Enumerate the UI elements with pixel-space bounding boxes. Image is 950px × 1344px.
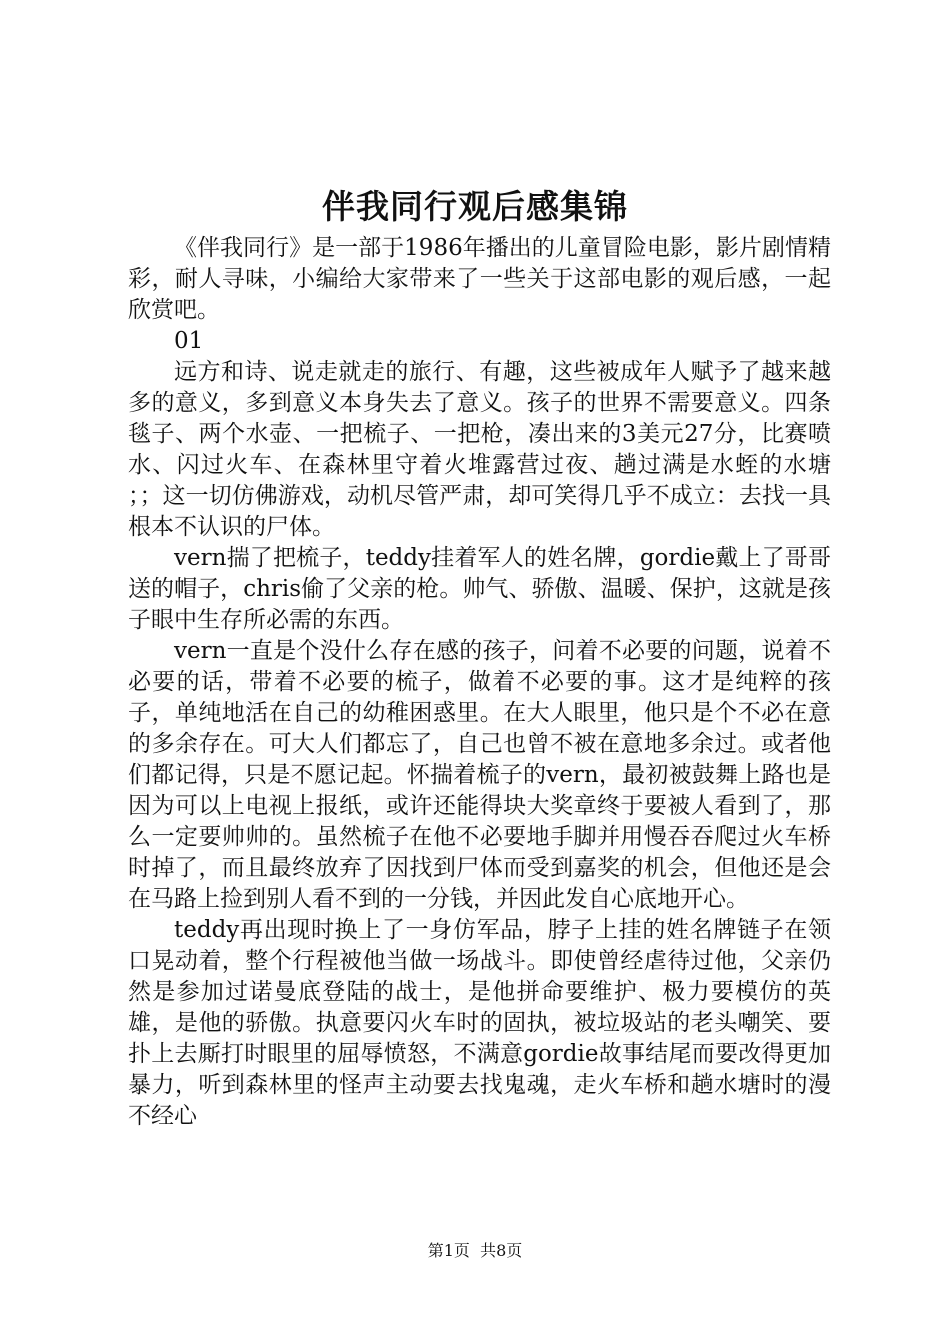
document-title: 伴我同行观后感集锦 xyxy=(322,187,628,226)
section-number: 01 xyxy=(174,328,204,354)
body-paragraph: 远方和诗、说走就走的旅行、有趣，这些被成年人赋予了越来越多的意义，多到意义本身失去了意义。孩子的世界不需要意义。四条毯子、两个水壶、一把梳子、一把枪，凑出来的3美元27分，比赛喷水、闪过火车、在森林里守着火堆露营过夜、趟过满是水蛭的水塘 ；；这一切仿佛游戏，动机尽管严肃，却可笑得几乎不成立：去找一具根本不认识的尸体。 xyxy=(128,359,831,540)
body-paragraph: vern揣了把梳子，teddy挂着军人的姓名牌，gordie戴上了哥哥送的帽子，chris偷了父亲的枪。帅气、骄傲、温暖、保护，这就是孩子眼中生存所必需的东西。 xyxy=(128,545,831,633)
page-footer xyxy=(0,1240,950,1262)
intro-paragraph: 《伴我同行》是一部于1986年播出的儿童冒险电影，影片剧情精彩，耐人寻味，小编给大家带来了一些关于这部电影的观后感，一起欣赏吧。 xyxy=(128,235,831,323)
page-number: 第1页 xyxy=(427,1241,470,1260)
document-body xyxy=(128,233,831,1132)
page-total: 共8页 xyxy=(480,1241,523,1260)
body-paragraph: vern一直是个没什么存在感的孩子，问着不必要的问题，说着不必要的话，带着不必要的梳子，做着不必要的事。这才是纯粹的孩子，单纯地活在自己的幼稚困惑里。在大人眼里，他只是个不必在意的多余存在。可大人们都忘了，自己也曾不被在意地多余过。或者他们都记得，只是不愿记起。怀揣着梳子的vern，最初被鼓舞上路也是因为可以上电视上报纸，或许还能得块大奖章终于要被人看到了，那么一定要帅帅的。虽然梳子在他不必要地手脚并用慢吞吞爬过火车桥时掉了，而且最终放弃了因找到尸体而受到嘉奖的机会，但他还是会在马路上捡到别人看不到的一分钱，并因此发自心底地开心。 xyxy=(128,638,831,912)
body-paragraph: teddy再出现时换上了一身仿军品，脖子上挂的姓名牌链子在领口晃动着，整个行程被他当做一场战斗。即使曾经虐待过他，父亲仍然是参加过诺曼底登陆的战士，是他拼命要维护、极力要模仿的英雄，是他的骄傲。执意要闪火车时的固执，被垃圾站的老头嘲笑、要扑上去厮打时眼里的屈辱愤怒，不满意gordie故事结尾而要改得更加暴力，听到森林里的怪声主动要去找鬼魂，走火车桥和趟水塘时的漫不经心 xyxy=(128,917,831,1129)
